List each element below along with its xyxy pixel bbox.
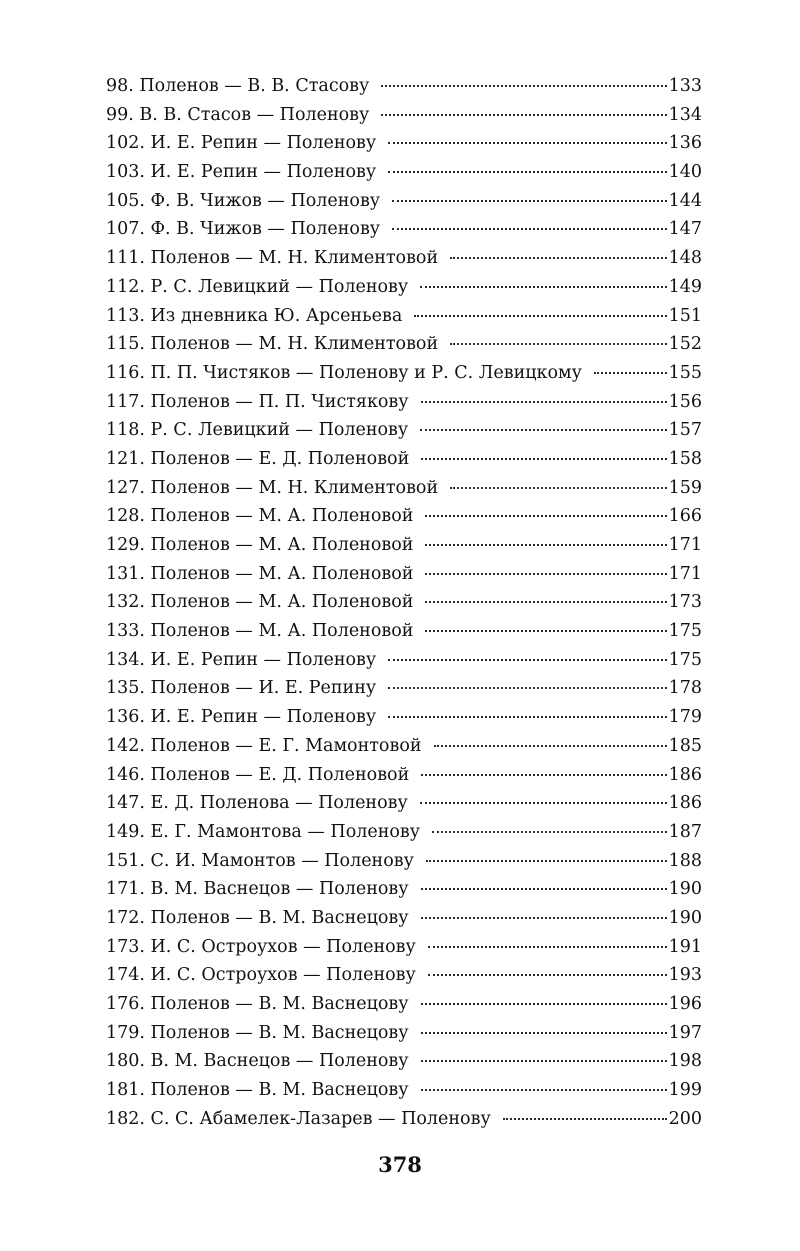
dot-leader [381,85,666,87]
toc-entry [106,875,702,904]
toc-entry-title: 172. Поленов — В. М. Васнецову [106,907,409,928]
toc-entry-title: 127. Поленов — М. Н. Климентовой [106,477,439,498]
toc-entry-page: 166 [668,506,702,527]
toc-entry-page: 157 [668,420,702,441]
dot-leader [426,860,667,862]
toc-entry-page: 136 [668,133,702,154]
toc-entry-page: 173 [668,592,702,613]
dot-leader [421,1089,667,1091]
toc-entry [106,818,702,847]
toc-entry-title: 133. Поленов — М. А. Поленовой [106,621,414,642]
toc-entry [106,215,702,244]
toc-entry-title: 149. Е. Г. Мамонтова — Поленову [106,821,421,842]
toc-entry-page: 186 [668,764,702,785]
toc-entry [106,101,702,130]
dot-leader [428,946,667,948]
dot-leader [421,458,666,460]
toc-entry-title: 117. Поленов — П. П. Чистякову [106,391,409,412]
toc-entry-page: 197 [668,1022,702,1043]
toc-entry-page: 190 [668,907,702,928]
toc-entry [106,761,702,790]
toc-entry [106,445,702,474]
toc-entry-title: 151. С. И. Мамонтов — Поленову [106,850,414,871]
toc-entry-title: 129. Поленов — М. А. Поленовой [106,535,414,555]
toc-entry-title: 115. Поленов — М. Н. Климентовой [106,334,439,355]
toc-entry [106,302,702,331]
dot-leader [425,630,666,632]
toc-entry-title: 142. Поленов — Е. Г. Мамонтовой [106,735,422,756]
toc-entry-page: 188 [668,850,702,871]
toc-entry [106,1047,702,1076]
dot-leader [421,1003,667,1005]
dot-leader [414,315,666,317]
toc-entry-title: 147. Е. Д. Поленова — Поленову [106,793,408,814]
toc-entry-page: 158 [668,448,702,469]
dot-leader [425,601,666,603]
toc-entry-page: 193 [668,965,702,986]
toc-entry-title: 134. И. Е. Репин — Поленову [106,649,377,670]
toc-entry [106,732,702,761]
dot-leader [450,343,666,345]
dot-leader [392,200,667,202]
dot-leader [421,401,667,403]
toc-entry-page: 186 [668,793,702,814]
toc-entry-title: 176. Поленов — В. М. Васнецову [106,994,409,1014]
toc-entry [106,129,702,158]
toc-entry-title: 174. И. С. Остроухов — Поленову [106,965,416,986]
toc-entry-title: 146. Поленов — Е. Д. Поленовой [106,764,410,785]
toc-entry-title: 112. Р. С. Левицкий — Поленову [106,276,409,297]
dot-leader [421,774,666,776]
toc-entry [106,990,702,1019]
toc-entry-page: 190 [668,879,702,900]
dot-leader [421,917,667,919]
toc-entry-title: 102. И. Е. Репин — Поленову [106,133,377,154]
toc-entry-page: 185 [668,735,702,756]
toc-entry-title: 135. Поленов — И. Е. Репину [106,678,377,699]
dot-leader [594,372,667,374]
toc-entry-page: 152 [668,334,702,355]
toc-entry [106,244,702,273]
toc-entry-title: 118. Р. С. Левицкий — Поленову [106,420,409,441]
toc-entry-title: 173. И. С. Остроухов — Поленову [106,936,416,957]
dot-leader [388,687,666,689]
toc-entry [106,359,702,388]
toc-entry [106,72,702,101]
dot-leader [421,888,667,890]
toc-entry [106,617,702,646]
toc-entry [106,1076,702,1105]
toc-entry [106,789,702,818]
dot-leader [503,1118,667,1120]
dot-leader [425,544,666,546]
dot-leader [420,802,667,804]
toc-entry-page: 179 [668,707,702,728]
toc-entry-page: 155 [668,362,702,383]
toc-entry-page: 144 [668,190,702,211]
toc-entry [106,847,702,876]
toc-entry [106,674,702,703]
dot-leader [388,716,666,718]
toc-entry [106,1105,702,1134]
dot-leader [420,286,666,288]
toc-entry-title: 98. Поленов — В. В. Стасову [106,76,370,96]
dot-leader [421,1032,667,1034]
dot-leader [388,171,666,173]
toc-entry-title: 128. Поленов — М. А. Поленовой [106,506,414,527]
toc-entry-page: 148 [668,248,702,269]
toc-entry-page: 199 [668,1080,702,1101]
toc-entry [106,560,702,589]
toc-entry-page: 171 [668,535,702,555]
toc-entry-title: 107. Ф. В. Чижов — Поленову [106,219,381,240]
toc-entry [106,1019,702,1048]
toc-entry [106,474,702,503]
toc-entry-page: 140 [668,162,702,183]
toc-entry [106,531,702,560]
toc-entry-page: 159 [668,477,702,498]
toc-entry [106,273,702,302]
toc-entry-page: 149 [668,276,702,297]
toc-entry-title: 179. Поленов — В. М. Васнецову [106,1022,409,1043]
toc-entry-page: 175 [668,649,702,670]
toc-entry-title: 113. Из дневника Ю. Арсеньева [106,305,403,326]
table-of-contents [106,72,702,1133]
toc-entry-page: 134 [668,104,702,125]
toc-entry-page: 196 [668,994,702,1014]
toc-entry-title: 132. Поленов — М. А. Поленовой [106,592,414,613]
toc-entry-page: 151 [668,305,702,326]
toc-entry-title: 116. П. П. Чистяков — Поленову и Р. С. Левицкому [106,362,582,383]
dot-leader [428,974,667,976]
toc-entry-page: 147 [668,219,702,240]
toc-entry-title: 103. И. Е. Репин — Поленову [106,162,377,183]
toc-entry-page: 178 [668,678,702,699]
dot-leader [432,831,667,833]
dot-leader [450,257,666,259]
toc-entry [106,703,702,732]
toc-entry [106,904,702,933]
toc-entry [106,416,702,445]
toc-entry-page: 200 [668,1108,702,1129]
dot-leader [425,515,666,517]
toc-entry-page: 133 [668,76,702,96]
toc-entry-title: 111. Поленов — М. Н. Климентовой [106,248,439,269]
toc-entry-page: 187 [668,821,702,842]
toc-entry [106,330,702,359]
toc-entry-title: 171. В. М. Васнецов — Поленову [106,879,409,900]
toc-entry-title: 121. Поленов — Е. Д. Поленовой [106,448,410,469]
dot-leader [388,659,666,661]
toc-entry [106,388,702,417]
page-number: 378 [378,1152,422,1177]
dot-leader [392,228,667,230]
toc-entry [106,646,702,675]
dot-leader [434,745,667,747]
toc-entry-title: 131. Поленов — М. А. Поленовой [106,563,414,584]
toc-entry-title: 99. В. В. Стасов — Поленову [106,104,370,125]
dot-leader [450,487,666,489]
toc-entry-title: 136. И. Е. Репин — Поленову [106,707,377,728]
toc-entry-page: 171 [668,563,702,584]
dot-leader [425,573,666,575]
toc-entry [106,502,702,531]
dot-leader [421,1060,667,1062]
toc-entry [106,961,702,990]
toc-entry-title: 180. В. М. Васнецов — Поленову [106,1051,409,1072]
dot-leader [388,142,666,144]
toc-entry [106,187,702,216]
toc-entry-title: 181. Поленов — В. М. Васнецову [106,1080,409,1101]
toc-entry-page: 198 [668,1051,702,1072]
toc-entry-page: 175 [668,621,702,642]
toc-entry [106,933,702,962]
dot-leader [420,429,666,431]
dot-leader [381,114,666,116]
toc-entry-title: 182. С. С. Абамелек-Лазарев — Поленову [106,1108,491,1129]
toc-entry-page: 191 [668,936,702,957]
toc-entry [106,588,702,617]
toc-entry [106,158,702,187]
toc-entry-page: 156 [668,391,702,412]
toc-entry-title: 105. Ф. В. Чижов — Поленову [106,190,381,211]
